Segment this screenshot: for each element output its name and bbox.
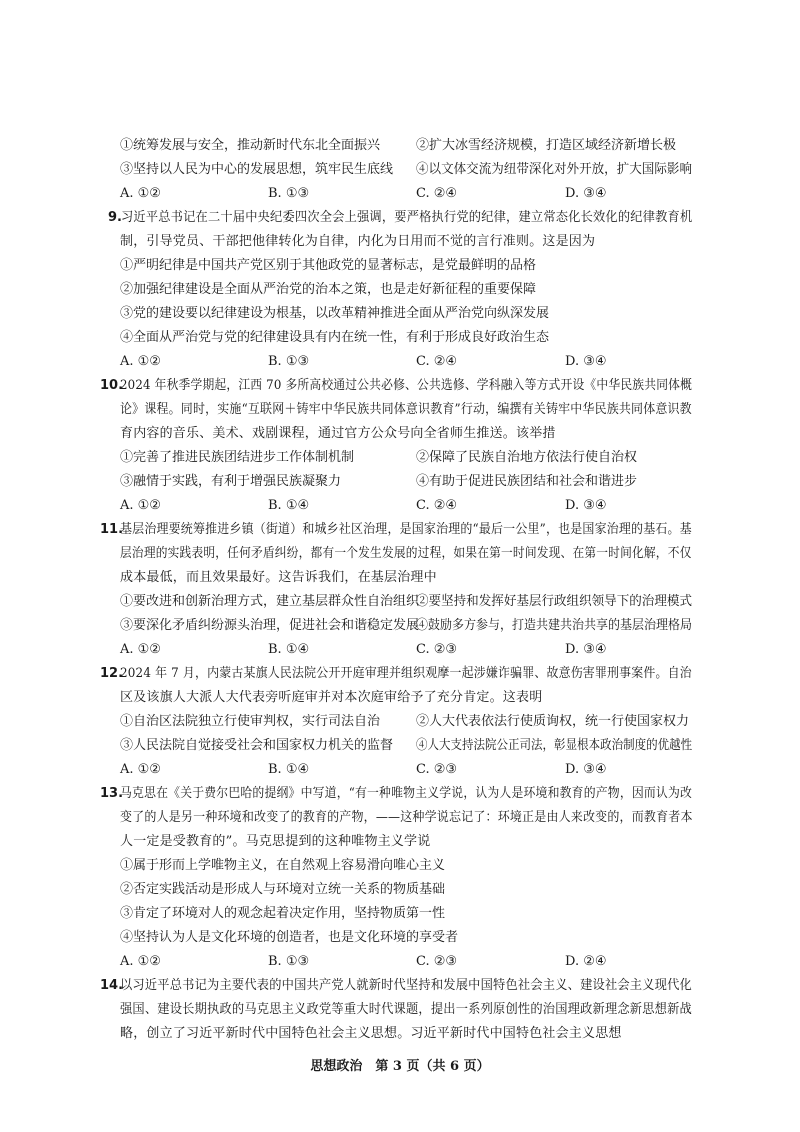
q10-number: 10. xyxy=(100,378,124,393)
q9-option-1: ①严明纪律是中国共产党区别于其他政党的显著标志，是党最鲜明的品格 xyxy=(120,258,537,273)
q10-stem-line-3: 育内容的音乐、美术、戏剧课程，通过官方公众号向全省师生推送。该举措 xyxy=(120,426,556,441)
q10-option-1: ①完善了推进民族团结进步工作体制机制 xyxy=(120,450,355,465)
q11-option-1: ①要改进和创新治理方式，建立基层群众性自治组织 xyxy=(120,594,420,609)
q8-option-3: ③坚持以人民为中心的发展思想，筑牢民生底线 xyxy=(120,162,394,177)
q11-answer-b: B. ①④ xyxy=(268,642,310,657)
q12-option-3: ③人民法院自觉接受社会和国家权力机关的监督 xyxy=(120,738,394,753)
q13-number: 13. xyxy=(100,786,124,801)
q9-stem-line-1: 习近平总书记在二十届中央纪委四次全会上强调，要严格执行党的纪律，建立常态化长效化的纪律教育机 xyxy=(121,210,693,225)
q13-answer-b: B. ①③ xyxy=(268,954,310,969)
q14-stem-line-3: 略，创立了习近平新时代中国特色社会主义思想。习近平新时代中国特色社会主义思想 xyxy=(120,1026,622,1041)
q9-option-2: ②加强纪律建设是全面从严治党的治本之策，也是走好新征程的重要保障 xyxy=(120,282,537,297)
q8-option-4: ④以文体交流为纽带深化对外开放，扩大国际影响 xyxy=(416,162,693,177)
q8-answer-c: C. ②④ xyxy=(416,186,458,201)
q10-option-3: ③融情于实践，有利于增强民族凝聚力 xyxy=(120,474,342,489)
q12-answer-a: A. ①② xyxy=(120,762,161,777)
q11-option-3: ③要深化矛盾纠纷源头治理，促进社会和谐稳定发展 xyxy=(120,618,420,633)
q10-stem-line-2: 论》课程。同时，实施“互联网＋铸牢中华民族共同体意识教育”行动，编撰有关铸牢中华民族共同体意识教 xyxy=(120,402,692,417)
q13-option-4: ④坚持认为人是文化环境的创造者，也是文化环境的享受者 xyxy=(120,930,459,945)
q8-answer-a: A. ①② xyxy=(120,186,161,201)
q11-number: 11. xyxy=(100,522,124,537)
q13-option-3: ③肯定了环境对人的观念起着决定作用，坚持物质第一性 xyxy=(120,906,446,921)
q9-option-4: ④全面从严治党与党的纪律建设具有内在统一性，有利于形成良好政治生态 xyxy=(120,330,550,345)
page-footer: 思想政治 第 3 页（共 6 页） xyxy=(310,1059,490,1074)
q11-answer-c: C. ②③ xyxy=(416,642,458,657)
q12-option-4: ④人大支持法院公正司法，彰显根本政治制度的优越性 xyxy=(416,738,693,753)
q12-answer-c: C. ②③ xyxy=(416,762,458,777)
q13-stem-line-2: 变了的人是另一种环境和改变了的教育的产物，——这种学说忘记了：环境正是由人来改变的，而教育者本 xyxy=(120,810,693,825)
q12-number: 12. xyxy=(100,666,124,681)
q13-option-1: ①属于形而上学唯物主义，在自然观上容易滑向唯心主义 xyxy=(120,858,446,873)
q9-answer-d: D. ③④ xyxy=(565,354,607,369)
q13-answer-a: A. ①② xyxy=(120,954,161,969)
q10-option-2: ②保障了民族自治地方依法行使自治权 xyxy=(416,450,638,465)
q12-answer-d: D. ③④ xyxy=(565,762,607,777)
q14-number: 14. xyxy=(100,978,124,993)
q10-answer-b: B. ①④ xyxy=(268,498,310,513)
q12-option-2: ②人大代表依法行使质询权，统一行使国家权力 xyxy=(416,714,690,729)
q10-answer-d: D. ③④ xyxy=(565,498,607,513)
q11-answer-a: A. ①② xyxy=(120,642,161,657)
q11-option-2: ②要坚持和发挥好基层行政组织领导下的治理模式 xyxy=(416,594,693,609)
q9-option-3: ③党的建设要以纪律建设为根基，以改革精神推进全面从严治党向纵深发展 xyxy=(120,306,550,321)
q9-answer-c: C. ②④ xyxy=(416,354,458,369)
q13-answer-d: D. ②④ xyxy=(565,954,607,969)
q13-stem-line-1: 马克思在《关于费尔巴哈的提纲》中写道，“有一种唯物主义学说，认为人是环境和教育的产物，因而认为改 xyxy=(120,786,693,801)
q11-stem-line-3: 成本最低，而且效果最好。这告诉我们，在基层治理中 xyxy=(120,570,437,585)
q13-stem-line-3: 人一定是受教育的”。马克思提到的这种唯物主义学说 xyxy=(120,834,431,849)
q13-answer-c: C. ②③ xyxy=(416,954,458,969)
q13-option-2: ②否定实践活动是形成人与环境对立统一关系的物质基础 xyxy=(120,882,446,897)
q14-stem-line-1: 以习近平总书记为主要代表的中国共产党人就新时代坚持和发展中国特色社会主义、建设社会主义现代化 xyxy=(120,978,692,993)
q12-option-1: ①自治区法院独立行使审判权，实行司法自治 xyxy=(120,714,381,729)
q8-option-2: ②扩大冰雪经济规模，打造区域经济新增长极 xyxy=(416,138,677,153)
q12-stem-line-1: 2024 年 7 月，内蒙古某旗人民法院公开开庭审理并组织观摩一起涉嫌诈骗罪、故意伤害罪刑事案件。自治 xyxy=(120,666,692,681)
q11-answer-d: D. ③④ xyxy=(565,642,607,657)
q8-answer-d: D. ③④ xyxy=(565,186,607,201)
q8-answer-b: B. ①③ xyxy=(268,186,310,201)
q10-stem-line-1: 2024 年秋季学期起，江西 70 多所高校通过公共必修、公共选修、学科融入等方式开设《中华民族共同体概 xyxy=(120,378,693,393)
q12-stem-line-2: 区及该旗人大派人大代表旁听庭审并对本次庭审给予了充分肯定。这表明 xyxy=(120,690,543,705)
q9-answer-b: B. ①③ xyxy=(268,354,310,369)
q11-stem-line-2: 层治理的实践表明，任何矛盾纠纷，都有一个发生发展的过程，如果在第一时间发现、在第一时间化解，不仅 xyxy=(120,546,692,561)
q9-answer-a: A. ①② xyxy=(120,354,161,369)
q12-answer-b: B. ①④ xyxy=(268,762,310,777)
q14-stem-line-2: 强国、建设长期执政的马克思主义政党等重大时代课题，提出一系列原创性的治国理政新理念新思想新战 xyxy=(120,1002,692,1017)
q10-answer-a: A. ①② xyxy=(120,498,161,513)
q9-stem-line-2: 制，引导党员、干部把他律转化为自律，内化为日用而不觉的言行准则。这是因为 xyxy=(120,234,596,249)
q11-stem-line-1: 基层治理要统筹推进乡镇（街道）和城乡社区治理，是国家治理的“最后一公里”，也是国家治理的基石。基 xyxy=(120,522,692,537)
q8-option-1: ①统筹发展与安全，推动新时代东北全面振兴 xyxy=(120,138,381,153)
q9-number: 9. xyxy=(108,210,122,225)
q10-answer-c: C. ②④ xyxy=(416,498,458,513)
q10-option-4: ④有助于促进民族团结和社会和谐进步 xyxy=(416,474,638,489)
q11-option-4: ④鼓励多方参与，打造共建共治共享的基层治理格局 xyxy=(416,618,692,633)
